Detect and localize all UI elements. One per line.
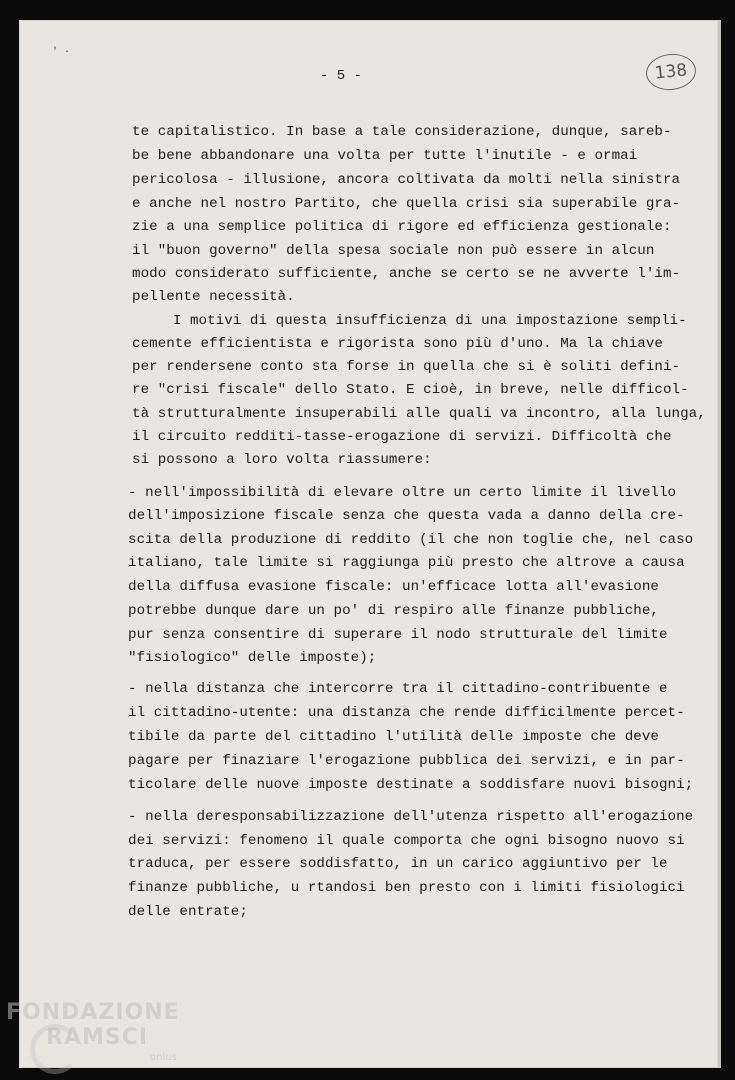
text-line: italiano, tale limite si raggiunga più presto che altrove a causa	[128, 555, 685, 571]
text-line: si possono a loro volta riassumere:	[132, 452, 432, 468]
text-line: - nella deresponsabilizzazione dell'utenza rispetto all'erogazione	[128, 809, 694, 825]
text-line: re "crisi fiscale" dello Stato. E cioè, in breve, nelle difficol-	[132, 382, 689, 398]
text-line: tà strutturalmente insuperabili alle quali va incontro, alla lunga,	[132, 406, 706, 422]
watermark-line2: RAMSCI	[46, 1025, 149, 1050]
text-line: pur senza consentire di superare il nodo strutturale del limite	[128, 627, 668, 643]
text-line: pagare per finaziare l'erogazione pubblica dei servizi, e in par-	[128, 753, 685, 769]
archive-stamp-number: 138	[644, 51, 697, 92]
watermark-suffix: onlus	[150, 1052, 177, 1063]
page-number: - 5 -	[320, 68, 363, 84]
text-line: il "buon governo" della spesa sociale non può essere in alcun	[132, 243, 655, 259]
text-line: il cittadino-utente: una distanza che rende difficilmente percet-	[128, 705, 685, 721]
text-line: cemente efficientista e rigorista sono più d'uno. Ma la chiave	[132, 336, 663, 352]
text-line: tibile da parte del cittadino l'utilità delle imposte che deve	[128, 729, 659, 745]
text-line: pericolosa - illusione, ancora coltivata da molti nella sinistra	[132, 172, 681, 188]
text-line: per rendersene conto sta forse in quella che si è soliti defini-	[132, 359, 681, 375]
text-line: pellente necessità.	[132, 289, 295, 305]
fondazione-gramsci-watermark	[6, 1000, 186, 1075]
text-line: I motivi di questa insufficienza di una impostazione sempli-	[130, 313, 687, 329]
text-line: finanze pubbliche, u rtandosi ben presto con i limiti fisiologici	[128, 880, 685, 896]
text-line: - nell'impossibilità di elevare oltre un certo limite il livello	[128, 485, 677, 501]
text-line: be bene abbandonare una volta per tutte l'inutile - e ormai	[132, 148, 638, 164]
text-line: e anche nel nostro Partito, che quella crisi sia superabile gra-	[132, 196, 681, 212]
text-line: te capitalistico. In base a tale considerazione, dunque, sareb-	[132, 124, 672, 140]
text-line: scita della produzione di reddito (il che non toglie che, nel caso	[128, 532, 694, 548]
text-line: ticolare delle nuove imposte destinate a soddisfare nuovi bisogni;	[128, 777, 694, 793]
watermark-line1: FONDAZIONE	[6, 1000, 180, 1025]
text-line: potrebbe dunque dare un po' di respiro alle finanze pubbliche,	[128, 603, 659, 619]
text-line: dei servizi: fenomeno il quale comporta che ogni bisogno nuovo si	[128, 833, 685, 849]
text-line: zie a una semplice politica di rigore ed efficienza gestionale:	[132, 219, 672, 235]
text-line: delle entrate;	[128, 904, 248, 920]
text-line: "fisiologico" delle imposte);	[128, 650, 377, 666]
text-line: dell'imposizione fiscale senza che questa vada a danno della cre-	[128, 508, 685, 524]
text-line: modo considerato sufficiente, anche se certo se ne avverte l'im-	[132, 266, 681, 282]
text-line: traduca, per essere soddisfatto, in un carico aggiuntivo per le	[128, 856, 668, 872]
text-line: - nella distanza che intercorre tra il cittadino-contribuente e	[128, 681, 668, 697]
margin-marks: ' ·	[52, 47, 71, 58]
text-line: il circuito redditi-tasse-erogazione di servizi. Difficoltà che	[132, 429, 672, 445]
text-line: della diffusa evasione fiscale: un'efficace lotta all'evasione	[128, 579, 659, 595]
page-edge	[718, 20, 721, 1068]
